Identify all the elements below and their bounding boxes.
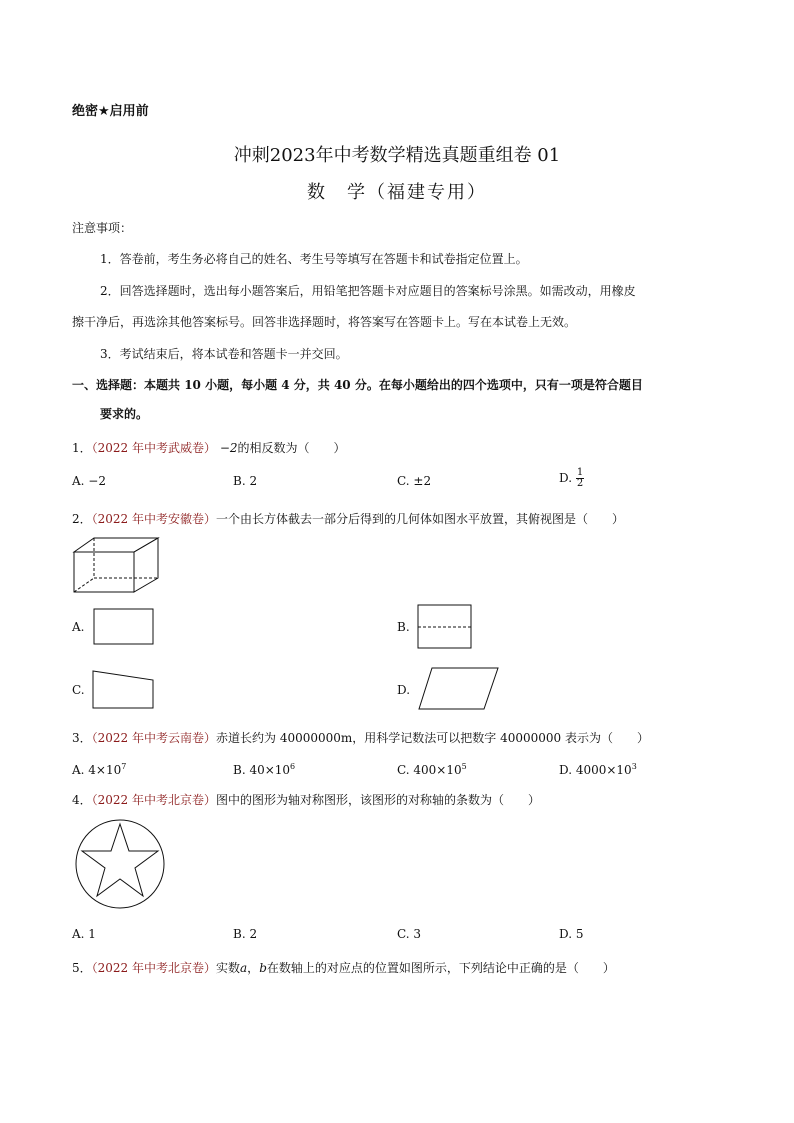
q4-option-a: A. 1 — [72, 927, 96, 941]
frac-den: 2 — [576, 478, 584, 489]
q3-source: （2022 年中考云南卷） — [91, 731, 216, 745]
q1-option-d — [559, 468, 584, 489]
q1-option-d-fraction — [576, 468, 584, 489]
question-3 — [72, 729, 649, 746]
q3-c-exp: 5 — [461, 762, 467, 771]
question-2 — [72, 510, 624, 527]
exam-subtitle: 数 学（福建专用） — [307, 182, 487, 203]
note-item-2-cont: 擦干净后，再选涂其他答案标号。回答非选择题时，将答案写在答题卡上。写在本试卷上无效。 — [72, 315, 577, 329]
q3-stem: 赤道长约为 40000000m，用科学记数法可以把数字 40000000 表示为（ ） — [216, 731, 649, 745]
q2-source: （2022 年中考安徽卷） — [91, 512, 216, 526]
q4-number: 4． — [72, 793, 92, 807]
q1-option-b: B. 2 — [233, 474, 258, 488]
q2-option-b: B. — [397, 620, 410, 634]
q1-source: （2022 年中考武威卷） — [91, 441, 216, 455]
q3-option-d — [559, 762, 637, 777]
question-1 — [72, 439, 346, 456]
notes-heading: 注意事项： — [72, 221, 133, 235]
exam-title: 冲刺2023年中考数学精选真题重组卷 01 — [233, 145, 561, 166]
q2-option-c: C. — [72, 683, 85, 697]
q4-option-c: C. 3 — [397, 927, 422, 941]
section-heading — [72, 376, 643, 393]
note-item-2: 2．回答选择题时，选出每小题答案后，用铅笔把答题卡对应题目的答案标号涂黑。如需改动，用橡皮 — [100, 284, 636, 298]
question-4 — [72, 791, 540, 808]
q1-option-a: A. −2 — [72, 474, 106, 488]
q5-source: （2022 年中考北京卷） — [91, 961, 216, 975]
q5-number: 5． — [72, 961, 92, 975]
q3-option-a — [72, 762, 126, 777]
q1-option-c: C. ±2 — [397, 474, 432, 488]
q3-b-exp: 6 — [290, 762, 296, 771]
q5-var-b: b — [259, 961, 267, 975]
q2-stem: 一个由长方体截去一部分后得到的几何体如图水平放置，其俯视图是（ ） — [216, 512, 625, 526]
note-item-1: 1．答卷前，考生务必将自己的姓名、考生号等填写在答题卡和试卷指定位置上。 — [100, 252, 528, 266]
q2-option-c-figure — [92, 670, 156, 710]
q5-stem: 在数轴上的对应点的位置如图所示，下列结论中正确的是（ ） — [266, 961, 615, 975]
q4-option-b: B. 2 — [233, 927, 258, 941]
q2-option-d-figure — [418, 667, 500, 711]
q2-option-a-figure — [93, 608, 155, 646]
q4-source: （2022 年中考北京卷） — [91, 793, 216, 807]
q2-number: 2． — [72, 512, 92, 526]
q2-option-a: A. — [72, 620, 85, 634]
q5-stem-pre: 实数 — [216, 961, 241, 975]
q3-b-base: B. 40×10 — [233, 763, 291, 777]
q3-a-exp: 7 — [121, 762, 127, 771]
q1-stem: 的相反数为（ ） — [237, 441, 346, 455]
q4-stem: 图中的图形为轴对称图形，该图形的对称轴的条数为（ ） — [216, 793, 541, 807]
q3-d-exp: 3 — [631, 762, 637, 771]
q3-d-base: D. 4000×10 — [559, 763, 632, 777]
q5-var-a: a — [240, 961, 248, 975]
confidential-label: 绝密★启用前 — [72, 104, 149, 119]
note-item-3: 3．考试结束后，将本试卷和答题卡一并交回。 — [100, 347, 348, 361]
question-5 — [72, 959, 615, 976]
q3-number: 3． — [72, 731, 92, 745]
frac-num: 1 — [576, 467, 584, 478]
q2-option-b-figure — [417, 604, 473, 650]
q1-math: −2 — [219, 441, 238, 455]
q4-star-in-circle-figure — [74, 818, 168, 912]
q2-solid-figure — [72, 536, 162, 596]
q5-sep: ， — [247, 961, 260, 975]
q3-option-c — [397, 762, 467, 777]
section-line2: 要求的。 — [100, 407, 149, 421]
section-line1-end: ，只有一项是符合题目 — [522, 378, 643, 392]
section-emph: 四个选项中 — [462, 378, 523, 392]
q3-option-b — [233, 762, 295, 777]
q4-option-d: D. 5 — [559, 927, 584, 941]
q2-option-d: D. — [397, 683, 411, 697]
q3-a-base: A. 4×10 — [72, 763, 122, 777]
q1-option-d-label: D. — [559, 471, 576, 485]
section-line1: 本题共 10 小题，每小题 4 分，共 40 分。在每小题给出的 — [144, 378, 463, 392]
section-prefix: 一、选择题： — [72, 378, 145, 392]
q1-number: 1． — [72, 441, 92, 455]
q3-c-base: C. 400×10 — [397, 763, 462, 777]
